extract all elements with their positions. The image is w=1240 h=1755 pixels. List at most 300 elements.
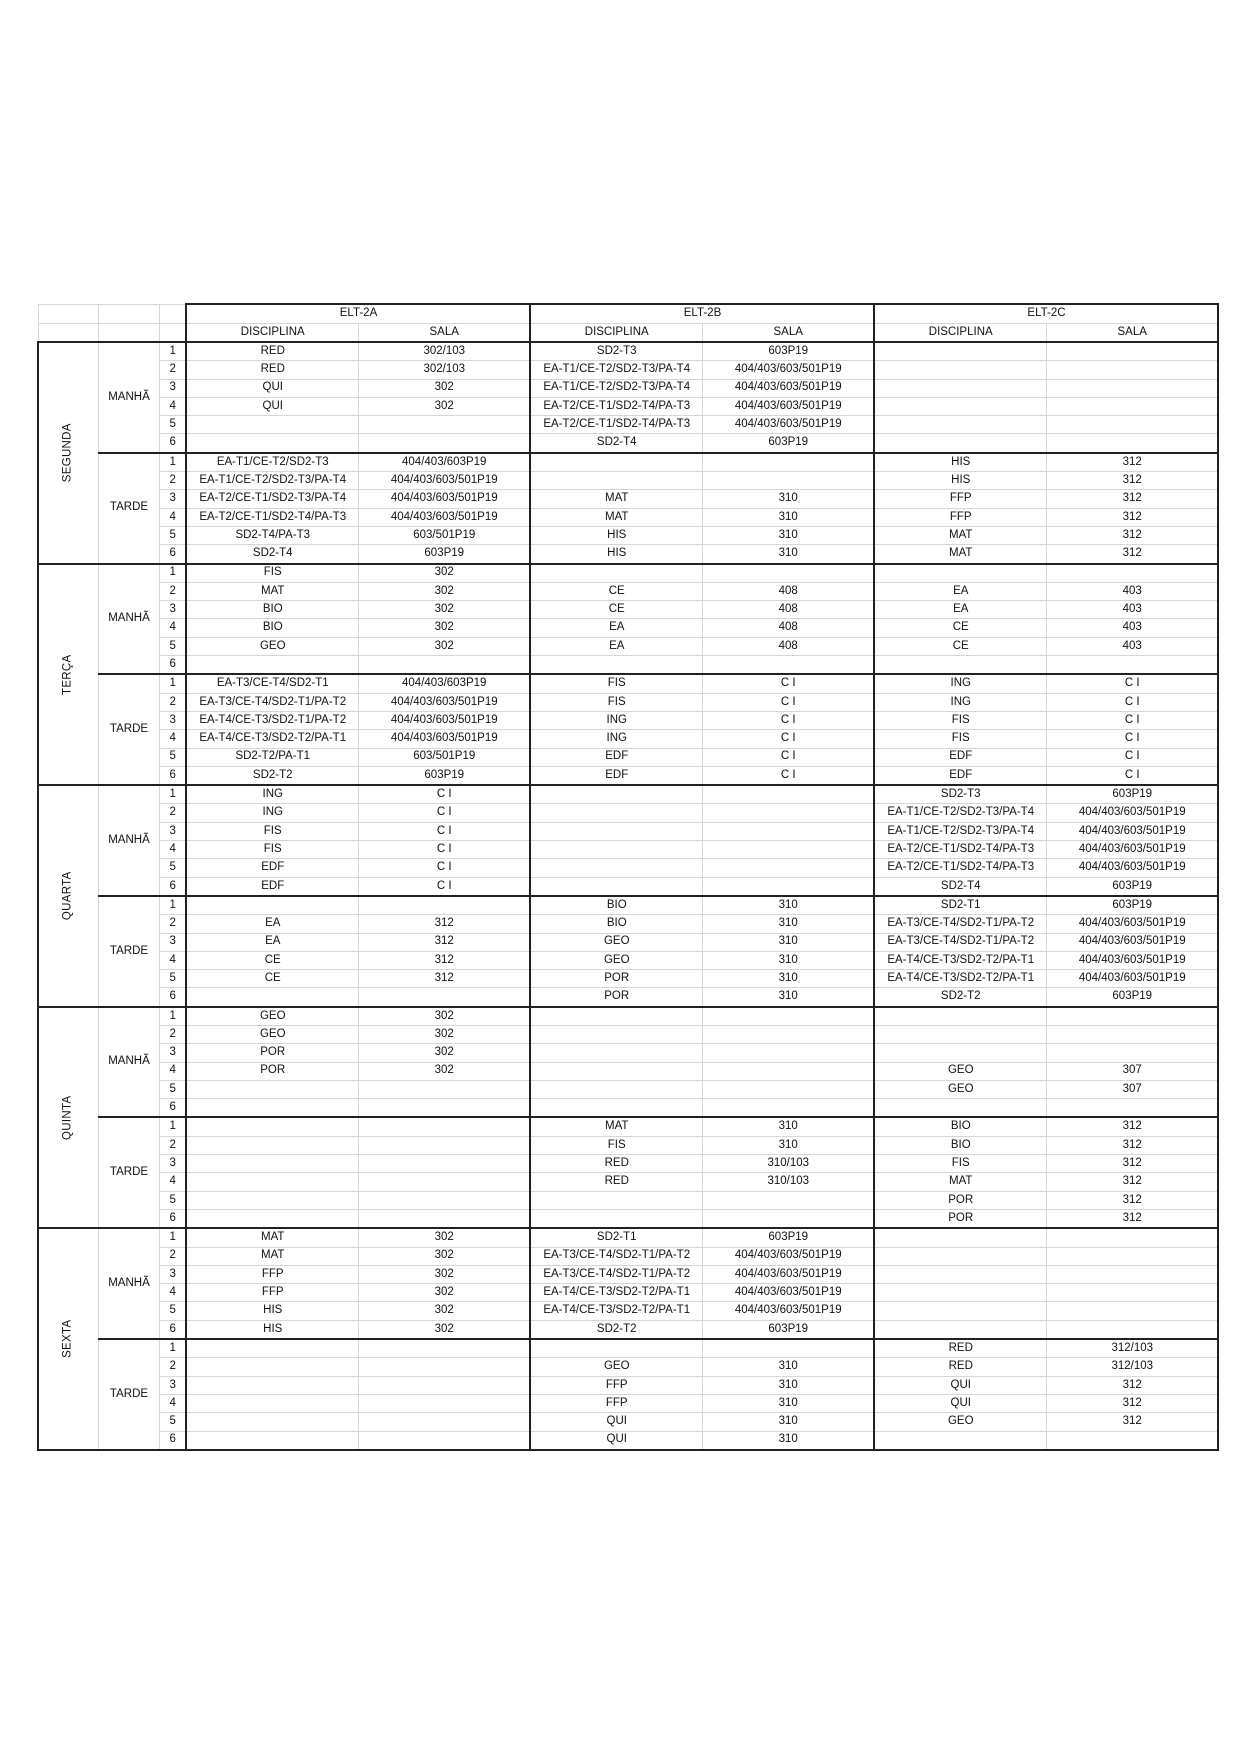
discipline-cell: POR — [874, 1209, 1046, 1228]
discipline-header: DISCIPLINA — [874, 323, 1046, 342]
room-cell: 302 — [358, 379, 530, 397]
schedule-row — [38, 1173, 1218, 1191]
room-cell: 408 — [702, 637, 874, 655]
discipline-cell: FIS — [530, 693, 702, 711]
discipline-cell: SD2-T4 — [874, 877, 1046, 896]
schedule-row — [38, 582, 1218, 600]
room-cell — [1046, 1044, 1218, 1062]
shift-label: TARDE — [98, 453, 159, 564]
discipline-cell: FIS — [186, 841, 358, 859]
discipline-cell: BIO — [186, 601, 358, 619]
schedule-row — [38, 711, 1218, 729]
discipline-cell: SD2-T3 — [530, 342, 702, 361]
room-cell: 307 — [1046, 1062, 1218, 1080]
schedule-row — [38, 1191, 1218, 1209]
schedule-row — [38, 564, 1218, 583]
discipline-cell — [186, 1413, 358, 1431]
room-cell: 312 — [1046, 1413, 1218, 1431]
discipline-cell — [186, 1394, 358, 1412]
period-number: 5 — [159, 1413, 186, 1431]
room-cell: 302 — [358, 1025, 530, 1043]
discipline-cell: SD2-T4/PA-T3 — [186, 526, 358, 544]
schedule-row — [38, 656, 1218, 675]
discipline-cell — [530, 877, 702, 896]
discipline-cell — [874, 1431, 1046, 1450]
class-header-row — [38, 304, 1218, 323]
class-header: ELT-2A — [186, 304, 530, 323]
discipline-cell: FIS — [874, 711, 1046, 729]
room-cell: C I — [702, 766, 874, 785]
discipline-cell: EDF — [530, 766, 702, 785]
discipline-cell: HIS — [530, 526, 702, 544]
room-cell: 312 — [358, 951, 530, 969]
discipline-cell — [874, 397, 1046, 415]
schedule-row — [38, 915, 1218, 933]
period-number: 6 — [159, 766, 186, 785]
room-cell — [358, 1173, 530, 1191]
room-cell — [702, 564, 874, 583]
discipline-cell — [186, 1155, 358, 1173]
room-cell: 310 — [702, 526, 874, 544]
discipline-cell: BIO — [530, 896, 702, 915]
discipline-cell — [874, 1228, 1046, 1247]
discipline-cell: SD2-T1 — [530, 1228, 702, 1247]
shift-label: MANHÃ — [98, 342, 159, 453]
room-cell: 310 — [702, 508, 874, 526]
day-label-cell — [38, 564, 98, 786]
discipline-cell — [530, 656, 702, 675]
discipline-cell: EA-T2/CE-T1/SD2-T4/PA-T3 — [530, 397, 702, 415]
period-number: 2 — [159, 582, 186, 600]
schedule-row — [38, 1209, 1218, 1228]
room-cell: 302 — [358, 582, 530, 600]
schedule-row — [38, 822, 1218, 840]
room-cell: 302 — [358, 1320, 530, 1339]
discipline-cell: POR — [530, 970, 702, 988]
discipline-cell: EA — [530, 619, 702, 637]
discipline-cell — [874, 1320, 1046, 1339]
schedule-row — [38, 1394, 1218, 1412]
discipline-cell — [186, 1099, 358, 1118]
discipline-cell: SD2-T1 — [874, 896, 1046, 915]
schedule-row — [38, 1431, 1218, 1450]
room-cell: C I — [1046, 711, 1218, 729]
discipline-cell — [874, 434, 1046, 453]
room-cell: 302 — [358, 397, 530, 415]
discipline-cell — [530, 1209, 702, 1228]
discipline-cell: EA-T1/CE-T2/SD2-T3/PA-T4 — [874, 822, 1046, 840]
room-header: SALA — [1046, 323, 1218, 342]
room-cell: 404/403/603/501P19 — [702, 1265, 874, 1283]
schedule-row — [38, 1099, 1218, 1118]
shift-label: TARDE — [98, 1117, 159, 1228]
discipline-cell: MAT — [874, 1173, 1046, 1191]
shift-label: MANHÃ — [98, 564, 159, 675]
discipline-cell: EDF — [186, 859, 358, 877]
discipline-cell: FIS — [874, 1155, 1046, 1173]
room-cell — [702, 1099, 874, 1118]
discipline-cell — [530, 785, 702, 804]
room-cell — [1046, 397, 1218, 415]
discipline-cell: RED — [874, 1339, 1046, 1358]
discipline-cell: EA-T4/CE-T3/SD2-T2/PA-T1 — [530, 1284, 702, 1302]
discipline-cell: EA — [186, 933, 358, 951]
discipline-cell: EA-T4/CE-T3/SD2-T1/PA-T2 — [186, 711, 358, 729]
room-cell: 310 — [702, 896, 874, 915]
discipline-cell: BIO — [874, 1136, 1046, 1154]
discipline-cell: FIS — [186, 822, 358, 840]
discipline-cell: EDF — [874, 766, 1046, 785]
discipline-cell: CE — [874, 619, 1046, 637]
discipline-cell: EA-T3/CE-T4/SD2-T1/PA-T2 — [186, 693, 358, 711]
room-cell — [358, 1136, 530, 1154]
room-cell: 310 — [702, 915, 874, 933]
period-number: 2 — [159, 472, 186, 490]
discipline-cell — [530, 1191, 702, 1209]
schedule-row — [38, 1284, 1218, 1302]
period-number: 6 — [159, 545, 186, 564]
room-cell — [702, 804, 874, 822]
discipline-cell — [874, 656, 1046, 675]
discipline-cell: EA — [530, 637, 702, 655]
discipline-cell: CE — [530, 582, 702, 600]
period-number: 4 — [159, 841, 186, 859]
day-label-cell — [38, 342, 98, 564]
schedule-row — [38, 1358, 1218, 1376]
room-cell: 603P19 — [1046, 877, 1218, 896]
period-number: 4 — [159, 951, 186, 969]
room-cell: C I — [358, 804, 530, 822]
room-cell: 603/501P19 — [358, 748, 530, 766]
room-cell — [358, 1099, 530, 1118]
room-cell: 310 — [702, 988, 874, 1007]
room-cell: 302 — [358, 1044, 530, 1062]
class-header: ELT-2B — [530, 304, 874, 323]
room-cell: C I — [358, 841, 530, 859]
room-cell: 312 — [1046, 1173, 1218, 1191]
room-cell — [1046, 379, 1218, 397]
room-cell: 302/103 — [358, 361, 530, 379]
room-cell: 312 — [1046, 526, 1218, 544]
discipline-header: DISCIPLINA — [530, 323, 702, 342]
discipline-cell: MAT — [530, 508, 702, 526]
discipline-cell: MAT — [530, 490, 702, 508]
room-cell: 310 — [702, 545, 874, 564]
room-cell — [358, 1209, 530, 1228]
discipline-cell: POR — [186, 1062, 358, 1080]
room-cell — [702, 1080, 874, 1098]
room-cell: 404/403/603/501P19 — [358, 693, 530, 711]
room-cell: 312 — [1046, 1155, 1218, 1173]
period-number: 3 — [159, 711, 186, 729]
discipline-cell: EA-T1/CE-T2/SD2-T3/PA-T4 — [186, 472, 358, 490]
schedule-row — [38, 748, 1218, 766]
discipline-cell: FIS — [874, 730, 1046, 748]
discipline-cell: EDF — [530, 748, 702, 766]
discipline-cell — [874, 1007, 1046, 1026]
discipline-cell: MAT — [186, 1228, 358, 1247]
room-cell: 603P19 — [358, 766, 530, 785]
discipline-cell: ING — [186, 804, 358, 822]
period-number: 1 — [159, 1007, 186, 1026]
discipline-cell: RED — [530, 1155, 702, 1173]
room-cell: 312 — [1046, 1191, 1218, 1209]
schedule-row — [38, 361, 1218, 379]
room-cell — [1046, 1265, 1218, 1283]
room-cell: 312 — [1046, 1209, 1218, 1228]
discipline-cell — [874, 1247, 1046, 1265]
schedule-row — [38, 434, 1218, 453]
schedule-row — [38, 951, 1218, 969]
schedule-row — [38, 508, 1218, 526]
room-cell: 310 — [702, 490, 874, 508]
day-label: SEGUNDA — [61, 423, 74, 483]
schedule-row — [38, 1320, 1218, 1339]
discipline-cell: FFP — [186, 1284, 358, 1302]
period-number: 5 — [159, 859, 186, 877]
period-number: 5 — [159, 526, 186, 544]
discipline-cell: EA-T3/CE-T4/SD2-T1/PA-T2 — [874, 933, 1046, 951]
discipline-cell — [530, 1044, 702, 1062]
discipline-cell: EA-T3/CE-T4/SD2-T1/PA-T2 — [530, 1247, 702, 1265]
schedule-row — [38, 416, 1218, 434]
discipline-cell: MAT — [186, 1247, 358, 1265]
discipline-cell: CE — [530, 601, 702, 619]
room-cell: 603P19 — [702, 342, 874, 361]
discipline-cell: GEO — [874, 1062, 1046, 1080]
room-cell: 404/403/603/501P19 — [358, 730, 530, 748]
day-label-cell — [38, 785, 98, 1007]
corner-cell — [98, 323, 159, 342]
room-cell: 603P19 — [702, 1228, 874, 1247]
discipline-cell — [186, 1080, 358, 1098]
period-number: 5 — [159, 1191, 186, 1209]
discipline-cell: GEO — [530, 951, 702, 969]
room-cell: C I — [1046, 674, 1218, 693]
discipline-cell — [186, 1173, 358, 1191]
discipline-cell: ING — [874, 693, 1046, 711]
discipline-cell — [530, 1007, 702, 1026]
discipline-cell: ING — [874, 674, 1046, 693]
schedule-row — [38, 472, 1218, 490]
room-cell — [1046, 361, 1218, 379]
schedule-row — [38, 933, 1218, 951]
room-cell — [1046, 342, 1218, 361]
room-cell: 408 — [702, 582, 874, 600]
schedule-row — [38, 730, 1218, 748]
discipline-cell: GEO — [186, 637, 358, 655]
room-cell — [358, 1339, 530, 1358]
room-cell: 404/403/603/501P19 — [1046, 804, 1218, 822]
schedule-row — [38, 804, 1218, 822]
period-number: 1 — [159, 896, 186, 915]
discipline-cell: MAT — [186, 582, 358, 600]
schedule-row — [38, 545, 1218, 564]
class-header: ELT-2C — [874, 304, 1218, 323]
room-cell: 408 — [702, 619, 874, 637]
period-number: 2 — [159, 1136, 186, 1154]
discipline-cell: QUI — [186, 397, 358, 415]
room-cell: 403 — [1046, 637, 1218, 655]
discipline-cell: POR — [530, 988, 702, 1007]
period-number: 4 — [159, 397, 186, 415]
room-cell: 302 — [358, 1007, 530, 1026]
discipline-cell: FFP — [530, 1394, 702, 1412]
room-cell: 404/403/603P19 — [358, 674, 530, 693]
period-number: 6 — [159, 877, 186, 896]
discipline-cell — [874, 1284, 1046, 1302]
discipline-cell: EA-T2/CE-T1/SD2-T4/PA-T3 — [874, 859, 1046, 877]
room-cell: C I — [358, 822, 530, 840]
schedule-row — [38, 1062, 1218, 1080]
discipline-cell: GEO — [874, 1413, 1046, 1431]
room-cell: 310 — [702, 1117, 874, 1136]
shift-label: MANHÃ — [98, 1228, 159, 1339]
room-cell — [702, 453, 874, 472]
period-number: 3 — [159, 822, 186, 840]
room-cell — [1046, 564, 1218, 583]
period-number: 1 — [159, 564, 186, 583]
discipline-cell: QUI — [530, 1431, 702, 1450]
discipline-cell: FFP — [530, 1376, 702, 1394]
period-number: 2 — [159, 361, 186, 379]
discipline-cell: QUI — [186, 379, 358, 397]
discipline-cell: POR — [186, 1044, 358, 1062]
period-number: 3 — [159, 933, 186, 951]
period-number: 6 — [159, 1431, 186, 1450]
room-cell: 404/403/603/501P19 — [358, 472, 530, 490]
period-number: 3 — [159, 601, 186, 619]
discipline-cell: BIO — [874, 1117, 1046, 1136]
column-header-row — [38, 323, 1218, 342]
room-cell: 312 — [358, 915, 530, 933]
discipline-cell: EA — [874, 582, 1046, 600]
schedule-row — [38, 397, 1218, 415]
room-cell: 302 — [358, 619, 530, 637]
corner-cell — [38, 323, 98, 342]
room-cell: 307 — [1046, 1080, 1218, 1098]
discipline-cell — [530, 1062, 702, 1080]
room-cell: 310/103 — [702, 1155, 874, 1173]
room-cell — [702, 841, 874, 859]
discipline-cell — [530, 472, 702, 490]
room-cell — [702, 859, 874, 877]
discipline-cell — [530, 1339, 702, 1358]
room-cell: 312 — [1046, 453, 1218, 472]
room-cell: 302 — [358, 564, 530, 583]
room-cell — [1046, 1247, 1218, 1265]
room-cell — [358, 1413, 530, 1431]
discipline-cell: RED — [186, 342, 358, 361]
period-number: 4 — [159, 1394, 186, 1412]
room-cell: 404/403/603/501P19 — [1046, 859, 1218, 877]
discipline-cell: SD2-T2 — [874, 988, 1046, 1007]
discipline-cell: EA-T3/CE-T4/SD2-T1 — [186, 674, 358, 693]
period-number: 1 — [159, 1117, 186, 1136]
period-number: 2 — [159, 693, 186, 711]
corner-cell — [159, 304, 186, 323]
room-cell — [702, 785, 874, 804]
schedule-row — [38, 1413, 1218, 1431]
schedule-row — [38, 1007, 1218, 1026]
discipline-cell: EA-T4/CE-T3/SD2-T2/PA-T1 — [530, 1302, 702, 1320]
discipline-cell: SD2-T2/PA-T1 — [186, 748, 358, 766]
schedule-row — [38, 379, 1218, 397]
discipline-cell — [874, 416, 1046, 434]
discipline-cell — [186, 1136, 358, 1154]
shift-label: TARDE — [98, 674, 159, 785]
discipline-cell — [530, 822, 702, 840]
discipline-cell: EA-T2/CE-T1/SD2-T4/PA-T3 — [186, 508, 358, 526]
room-cell: 312 — [1046, 545, 1218, 564]
room-cell: 404/403/603/501P19 — [1046, 933, 1218, 951]
schedule-row — [38, 674, 1218, 693]
shift-label: TARDE — [98, 896, 159, 1007]
room-cell: 302 — [358, 1284, 530, 1302]
discipline-cell: EA — [874, 601, 1046, 619]
discipline-cell: FIS — [530, 1136, 702, 1154]
discipline-cell — [530, 1025, 702, 1043]
schedule-row — [38, 896, 1218, 915]
schedule-row — [38, 526, 1218, 544]
room-cell: 302/103 — [358, 342, 530, 361]
room-cell: 310/103 — [702, 1173, 874, 1191]
schedule-row — [38, 1117, 1218, 1136]
discipline-cell — [186, 1376, 358, 1394]
room-cell: 404/403/603/501P19 — [702, 397, 874, 415]
discipline-cell — [186, 656, 358, 675]
discipline-cell — [874, 361, 1046, 379]
period-number: 6 — [159, 1099, 186, 1118]
discipline-cell — [186, 1209, 358, 1228]
period-number: 1 — [159, 342, 186, 361]
discipline-cell: EA-T1/CE-T2/SD2-T3 — [186, 453, 358, 472]
period-number: 5 — [159, 637, 186, 655]
period-number: 6 — [159, 1320, 186, 1339]
room-cell: 404/403/603/501P19 — [702, 1302, 874, 1320]
room-header: SALA — [702, 323, 874, 342]
discipline-cell — [874, 342, 1046, 361]
room-cell: 302 — [358, 637, 530, 655]
discipline-cell: ING — [530, 730, 702, 748]
schedule-row — [38, 1080, 1218, 1098]
discipline-cell: GEO — [186, 1007, 358, 1026]
discipline-cell: GEO — [186, 1025, 358, 1043]
period-number: 6 — [159, 656, 186, 675]
room-cell — [358, 1080, 530, 1098]
discipline-cell: RED — [186, 361, 358, 379]
room-cell: 404/403/603P19 — [358, 453, 530, 472]
discipline-cell: QUI — [530, 1413, 702, 1431]
room-cell: 310 — [702, 951, 874, 969]
discipline-cell — [186, 416, 358, 434]
room-cell: 302 — [358, 1302, 530, 1320]
room-cell: C I — [358, 877, 530, 896]
period-number: 5 — [159, 748, 186, 766]
room-cell: 302 — [358, 1247, 530, 1265]
room-cell: 404/403/603/501P19 — [702, 361, 874, 379]
period-number: 1 — [159, 674, 186, 693]
discipline-cell — [186, 1358, 358, 1376]
period-number: 3 — [159, 379, 186, 397]
period-number: 3 — [159, 1155, 186, 1173]
room-cell — [702, 656, 874, 675]
room-cell: 404/403/603/501P19 — [1046, 822, 1218, 840]
schedule-row — [38, 693, 1218, 711]
schedule-row — [38, 785, 1218, 804]
room-header: SALA — [358, 323, 530, 342]
room-cell: 404/403/603/501P19 — [702, 379, 874, 397]
